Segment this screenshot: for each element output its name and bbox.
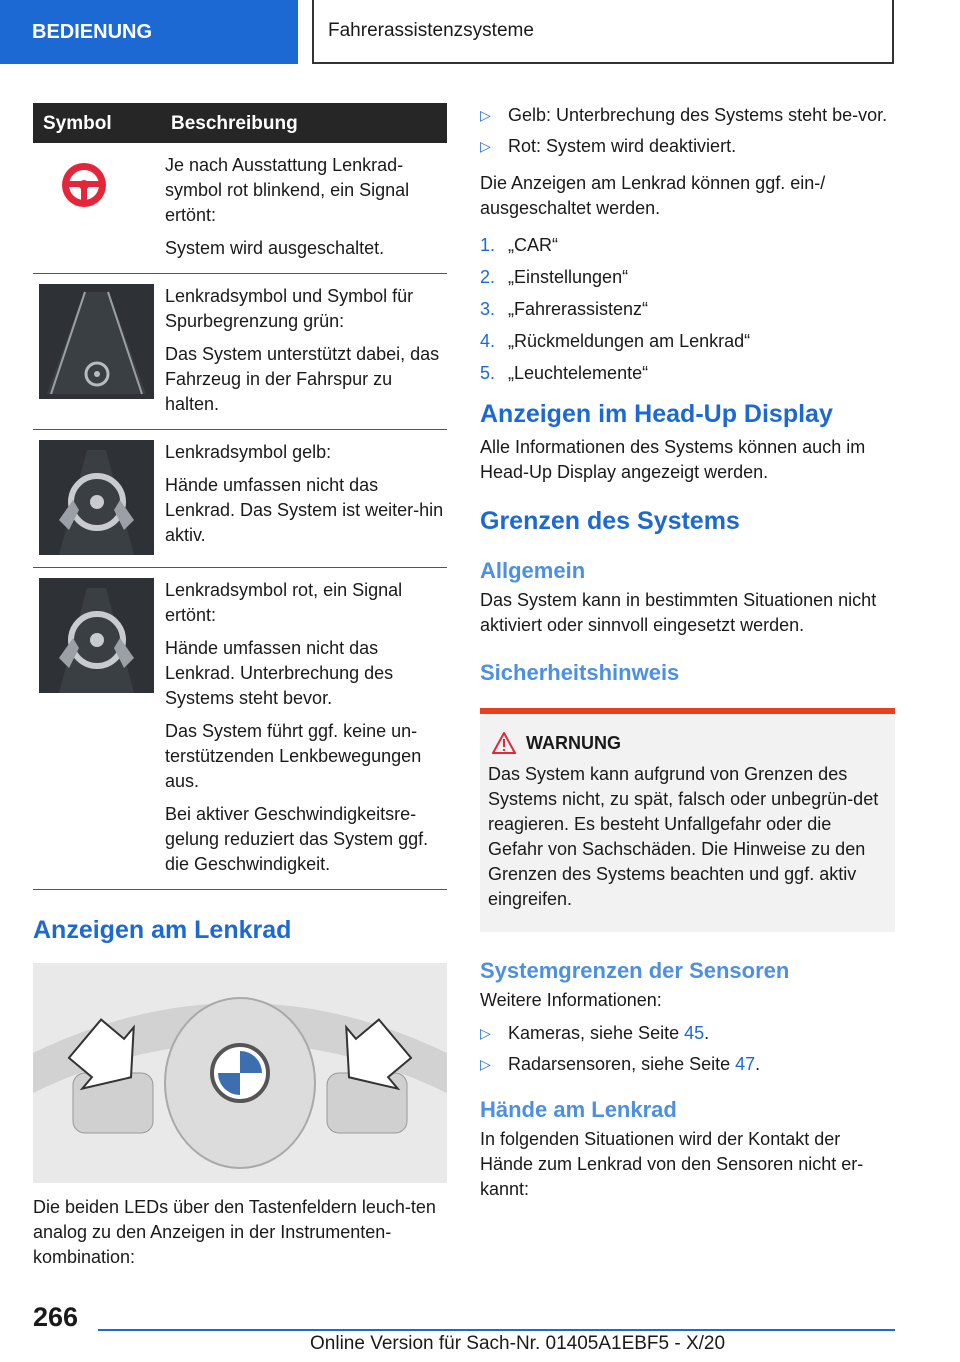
triangle-bullet-icon: ▷ xyxy=(480,1025,491,1041)
row-text: Lenkradsymbol gelb: xyxy=(165,442,332,462)
row-text: Bei aktiver Geschwindigkeitsre-gelung reduziert das System ggf. die Geschwindigkeit. xyxy=(165,804,429,874)
table-row xyxy=(33,430,447,568)
warning-triangle-icon xyxy=(492,732,516,754)
row-text: Lenkradsymbol und Symbol für Spurbegrenzung grün: xyxy=(165,286,414,331)
heading-limits: Grenzen des Systems xyxy=(480,507,740,535)
right-column xyxy=(480,103,895,1202)
list-item: 2. „Einstellungen“ xyxy=(480,267,629,287)
list-item: ▷ Rot: System wird deaktiviert. xyxy=(480,134,895,159)
page-link-45[interactable]: 45 xyxy=(684,1023,705,1043)
row-text: Das System führt ggf. keine un-terstützenden Lenkbewegungen aus. xyxy=(165,721,422,791)
heading-general: Allgemein xyxy=(480,558,586,583)
list-item: 1. „CAR“ xyxy=(480,235,558,255)
section-label: BEDIENUNG xyxy=(32,20,153,43)
row-text: Lenkradsymbol rot, ein Signal ertönt: xyxy=(165,580,403,625)
table-row xyxy=(33,568,447,890)
warning-box xyxy=(480,708,895,932)
triangle-bullet-icon: ▷ xyxy=(480,138,491,154)
row-text: Je nach Ausstattung Lenkrad-symbol rot blinkend, ein Signal ertönt: xyxy=(165,155,410,225)
table-row xyxy=(33,274,447,430)
warning-text: Das System kann aufgrund von Grenzen des Systems nicht, zu spät, falsch oder unbegrün-det reagieren. Es besteht Unfallgefahr oder die Gefahr von Sachschäden. Die Hinweise zu den Grenzen des Systems beachten und ggf. aktiv eingreifen. xyxy=(488,764,879,909)
col-symbol-header: Symbol xyxy=(33,103,161,143)
general-paragraph: Das System kann in bestimmten Situationen nicht aktiviert oder sinnvoll eingesetzt werden. xyxy=(480,590,877,635)
steering-wheel-red-icon xyxy=(39,153,154,213)
hands-steering-yellow-icon xyxy=(39,440,154,555)
list-item: 4. „Rückmeldungen am Lenkrad“ xyxy=(480,331,751,351)
list-item: ▷ Kameras, siehe Seite 45. xyxy=(480,1021,895,1046)
warning-title: WARNUNG xyxy=(526,732,621,753)
row-text: Hände umfassen nicht das Lenkrad. Das System ist weiter-hin aktiv. xyxy=(165,475,444,545)
symbol-table xyxy=(33,103,447,890)
list-item: ▷ Gelb: Unterbrechung des Systems steht be-vor. xyxy=(480,103,895,128)
heading-safety: Sicherheitshinweis xyxy=(480,660,680,685)
sensor-list xyxy=(480,1021,895,1077)
toggle-paragraph: Die Anzeigen am Lenkrad können ggf. ein-/ ausgeschaltet werden. xyxy=(480,173,826,218)
row-text: System wird ausgeschaltet. xyxy=(165,238,385,258)
table-row xyxy=(33,143,447,274)
section-tab xyxy=(0,0,298,64)
list-item: ▷ Radarsensoren, siehe Seite 47. xyxy=(480,1052,895,1077)
chapter-label: Fahrerassistenzsysteme xyxy=(328,20,534,41)
hud-paragraph: Alle Informationen des Systems können auch im Head-Up Display angezeigt werden. xyxy=(480,437,866,482)
status-list xyxy=(480,103,895,159)
led-paragraph: Die beiden LEDs über den Tastenfeldern leuch-ten analog zu den Anzeigen in der Instrumenten-kombination: xyxy=(33,1197,436,1267)
triangle-bullet-icon: ▷ xyxy=(480,107,491,123)
steps-list xyxy=(480,233,895,386)
hands-paragraph: In folgenden Situationen wird der Kontakt der Hände zum Lenkrad von den Sensoren nicht er-kannt: xyxy=(480,1129,864,1199)
sensors-paragraph: Weitere Informationen: xyxy=(480,990,662,1010)
steering-wheel-illustration xyxy=(33,963,447,1183)
heading-anzeigen-lenkrad: Anzeigen am Lenkrad xyxy=(33,916,292,944)
footer-divider xyxy=(98,1329,895,1331)
triangle-bullet-icon: ▷ xyxy=(480,1056,491,1072)
list-item: 5. „Leuchtelemente“ xyxy=(480,363,649,383)
left-column xyxy=(33,103,447,1270)
row-text: Hände umfassen nicht das Lenkrad. Unterbrechung des Systems steht bevor. xyxy=(165,638,394,708)
lane-steering-green-icon xyxy=(39,284,154,399)
heading-sensors: Systemgrenzen der Sensoren xyxy=(480,958,790,983)
heading-hud: Anzeigen im Head-Up Display xyxy=(480,400,833,428)
hands-steering-red-icon xyxy=(39,578,154,693)
row-text: Das System unterstützt dabei, das Fahrzeug in der Fahrspur zu halten. xyxy=(165,344,440,414)
list-item: 3. „Fahrerassistenz“ xyxy=(480,299,649,319)
heading-hands: Hände am Lenkrad xyxy=(480,1097,677,1122)
page-number: 266 xyxy=(33,1302,79,1332)
chapter-header xyxy=(312,0,894,64)
col-desc-header: Beschreibung xyxy=(161,103,447,143)
page-link-47[interactable]: 47 xyxy=(735,1054,756,1074)
footer-version: Online Version für Sach-Nr. 01405A1EBF5 - X/20 xyxy=(310,1333,726,1354)
